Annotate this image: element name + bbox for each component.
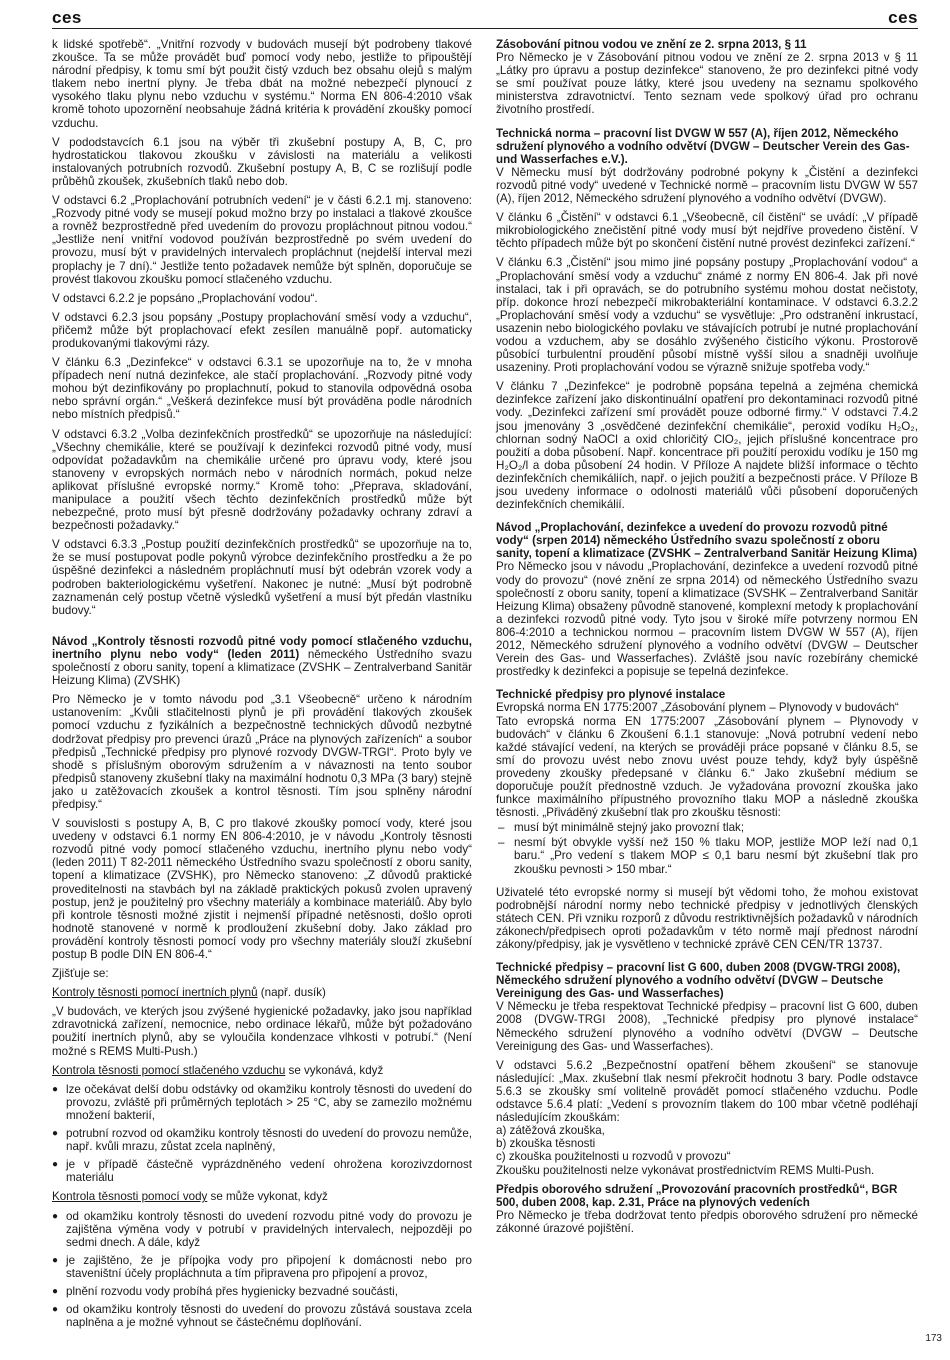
page-number: 173 bbox=[925, 1333, 942, 1344]
paragraph: Evropská norma EN 1775:2007 „Zásobování plynem – Plynovody v budovách“ bbox=[496, 701, 899, 715]
paragraph: k lidské spotřebě“. „Vnitřní rozvody v budovách musejí být podrobeny tlakové zkoušce. Ta se může provádět buď pomocí vody nebo, jestliže to připouštějí národní předpisy, k tomu smí být použit čistý vzduch bez obsahu olejů s malým tlakem nebo inertní plyny. Je třeba dbát na možné nebezpečí plynoucí z vysokého tlaku plynu nebo vzduchu v systému.“ Norma EN 806-4:2010 však kromě tohoto upozornění neobsahuje žádná kritéria k provádění zkoušky pomocí vzduchu. bbox=[52, 38, 472, 130]
subheading-inert-gas bbox=[52, 986, 472, 999]
paragraph: V Německu musí být dodržovány podrobné pokyny k „Čistění a dezinfekci rozvodů pitné vody“ uvedené v Technické normě – pracovním listu DVGW W 557 (A), říjen 2012, Německého sdružení plynového a vodního odvětví (DVGW). bbox=[496, 165, 918, 206]
right-column bbox=[496, 38, 918, 1241]
paragraph: V souvislosti s postupy A, B, C pro tlakové zkoušky pomocí vody, které jsou uvedeny v odstavci 6.1 normy EN 806-4:2010, je v návodu „Kontroly těsnosti rozvodů pitné vody pomocí stlačeného vzduchu, inertního plynu nebo vody“ (leden 2011) T 82-2011 německého Ústředního svazu společností z oboru sanity, topení a klimatizace (ZVSHK), pro Německo stanoveno: „Z důvodů praktické proveditelnosti na stavbách byl na základě praktických pokusů zvolen upravený postup, jenž je použitelný pro všechny materiály a kombinace materiálů. Aby bylo při kontrole těsnosti možné zjistit i nejmenší případné netěsnosti, došlo oproti hodnotě stanovené v normě k prodloužení zkušební doby. Jako základ pro provádění kontroly těsnosti pomocí vody pro všechny materiály slouží zkušební postup B podle DIN EN 806-4.“ bbox=[52, 817, 472, 961]
list-item: ● potrubní rozvod od okamžiku kontroly těsnosti do uvedení do provozu nemůže, např. kvůli mrazu, zůstat zcela naplněný, bbox=[52, 1127, 472, 1153]
section-heading: Zásobování pitnou vodou ve znění ze 2. srpna 2013, § 11 bbox=[496, 38, 807, 51]
list-item: ● plnění rozvodu vody probíhá přes hygienicky bezvadné součásti, bbox=[52, 1285, 472, 1298]
paragraph: V odstavci 6.2.2 je popsáno „Proplachování vodou“. bbox=[52, 291, 318, 305]
list-item: ● lze očekávat delší dobu odstávky od okamžiku kontroly těsnosti do uvedení do provozu, zvláště při průměrných teplotách > 25 °C, aby se zamezilo možnému množení bakterií, bbox=[52, 1083, 472, 1122]
section-heading-zvshk-2011 bbox=[52, 635, 472, 687]
dash-list bbox=[496, 821, 918, 875]
section-heading: Technická norma – pracovní list DVGW W 557 (A), říjen 2012, Německého sdružení plynového a vodního odvětví (DVGW – Deutscher Verein des Gas- und Wasserfaches e.V.). bbox=[496, 126, 910, 166]
paragraph: Zkoušku použitelnosti nelze vykonávat prostřednictvím REMS Multi-Push. bbox=[496, 1163, 875, 1177]
paragraph: V odstavci 5.6.2 „Bezpečnostní opatření během zkoušení“ se stanovuje následující: „Max. zkušební tlak nesmí překročit hodnotu 3 bary. Podle odstavce 5.6.3 se zkoušky smí volitelně provádět pomocí stlačeného vzduchu. Podle odstavce 5.6.4 platí: „Vedení s provozním tlakem do 100 mbar včetně podléhají následujícím zkouškám: bbox=[496, 1058, 918, 1125]
list-item: – musí být minimálně stejný jako provozní tlak; bbox=[496, 821, 918, 834]
section-heading: Technické předpisy pro plynové instalace bbox=[496, 688, 726, 702]
list-item: b) zkouška těsnosti bbox=[496, 1137, 596, 1151]
subheading-water bbox=[52, 1190, 472, 1203]
subheading-compressed-air bbox=[52, 1064, 472, 1077]
paragraph: V článku 6.3 „Dezinfekce“ v odstavci 6.3.1 se upozorňuje na to, že v mnoha případech není nutná dezinfekce, ale stačí proplachování. „Rozvody pitné vody mohou být dezinfikovány po proplachnutí, pokud to stanovila odpovědná osoba nebo správní orgán.“ „Veškerá dezinfekce musí být prováděna podle národních nebo místních předpisů.“ bbox=[52, 356, 472, 422]
header-rule bbox=[52, 28, 918, 29]
underlined-text: Kontroly těsnosti pomocí inertních plynů bbox=[52, 986, 258, 1000]
paragraph: „V budovách, ve kterých jsou zvýšené hygienické požadavky, jako jsou například zdravotnická zařízení, nemocnice, nebo ordinace lékařů, může být požadováno použití inertních plynů, aby se vyloučila kondenzace vlhkosti v potrubí.“ (Není možné s REMS Multi-Push.) bbox=[52, 1005, 472, 1058]
bullet-list-water bbox=[52, 1210, 472, 1330]
list-item: ● od okamžiku kontroly těsnosti do uvedení do provozu zůstává soustava zcela naplněna a je možné vyhnout se částečnému doplňování. bbox=[52, 1303, 472, 1329]
paragraph: Pro Německo je v Zásobování pitnou vodou ve znění ze 2. srpna 2013 v § 11 „Látky pro úpravu a postup dezinfekce“ stanoveno, že pro dezinfekci pitné vody se smí používat pouze látky, které jsou uvedeny na seznamu spolkového ministerstva zdravotnictví. Tento seznam vede spolkový úřad pro ochranu životního prostředí. bbox=[496, 51, 918, 117]
section-heading: Technické předpisy – pracovní list G 600, duben 2008 (DVGW-TRGI 2008), Německého sdružení plynového a vodního odvětví (DVGW – Deutsche Vereinigung des Gas- und Wasserfaches) bbox=[496, 961, 901, 1001]
list-item: a) zátěžová zkouška, bbox=[496, 1124, 605, 1138]
list-item: – nesmí být obvykle vyšší než 150 % tlaku MOP, jestliže MOP leží nad 0,1 baru.“ „Pro vedení s tlakem MOP ≤ 0,1 baru nesmí být zkušební tlak pro zkoušku pevnosti > 150 mbar.“ bbox=[496, 836, 918, 875]
paragraph: V odstavci 6.3.2 „Volba dezinfekčních prostředků“ se upozorňuje na následující: „Všechny chemikálie, které se používají k dezinfekci rozvodů pitné vody, musí odpovídat požadavkům na chemikálie určené pro úpravu vody, které jsou stanoveny v evropských normách nebo v národních normách, pokud nelze aplikovat příslušné evropské normy.“ Kromě toho: „Přeprava, skladování, manipulace a použití všech těchto dezinfekčních prostředků může být nebezpečné, proto musí být přesně dodržovány požadavky ochrany zdraví a bezpečnosti požadavky.“ bbox=[52, 427, 472, 533]
section-heading: Předpis oborového sdružení „Provozování pracovních prostředků“, BGR 500, duben 2008, kap. 2.31, Práce na plynových vedeních bbox=[496, 1182, 898, 1209]
paragraph: V Německu je třeba respektovat Technické předpisy – pracovní list G 600, duben 2008 (DVGW-TRGI 2008), „Technické předpisy pro plynové instalace“ Německého sdružení plynového a vodního odvětví (DVGW – Deutsche Vereinigung des Gas- und Wasserfaches). bbox=[496, 1000, 918, 1053]
paragraph: Pro Německo jsou v návodu „Proplachování, dezinfekce a uvedení rozvodů pitné vody do provozu“ (nové znění ze srpna 2014) od německého Ústředního svazu společností z oboru sanity, topení a klimatizace (SVSHK – Zentralverband Sanitär Heizung Klima) obsaženy původně stanovené, komplexní metody k proplachování a dezinfekci rozvodů pitné vody. Tyto jsou v široké míře potvrzeny normou EN 806-4:2010 a technickou normou – pracovním listem DVGW W 557 (A), říjen 2012, Německého sdružení plynového a vodního odvětví (DVGW – Deutscher Verein des Gas- und Wasserfaches). Zvláště jsou navíc rozebírány chemické prostředky k dezinfekci a popisuje se tepelná dezinfekce. bbox=[496, 560, 918, 679]
paragraph: Pro Německo je v tomto návodu pod „3.1 Všeobecně“ určeno k národním ustanovením: „Kvůli stlačitelnosti plynů je při provádění tlakových zkoušek pomocí vzduchu z fyzikálních a bezpečnostně technických důvodů nezbytné dodržovat předpisy pro prevenci úrazů „Práce na plynových zařízeních“ a soubor předpisů „Technické předpisy pro plynové rozvody DVGW-TRGI“. Proto byly ve shodě s příslušným oborovým sdružením a v návaznosti na tento soubor předpisů stanoveny zkušební tlaky na maximální hodnotu 0,3 MPa (3 bary) stejně jako u zatěžovacích zkoušek a kontrol těsnosti. Tím jsou splněny národní předpisy.“ bbox=[52, 693, 472, 811]
paragraph: V článku 7 „Dezinfekce“ je podrobně popsána tepelná a zejména chemická dezinfekce zařízení jako diskontinuální opatření pro dekontaminaci rozvodů pitné vody. „Dezinfekci zařízení smí provádět pouze odborné firmy.“ V odstavci 7.4.2 jsou jmenovány 3 „osvědčené dezinfekční chemikálie“, peroxid vodíku H₂O₂, chlornan sodný NaOCl a oxid chloričitý ClO₂, jejich příslušné koncentrace pro použití a doba působení. Např. koncentrace při použití peroxidu vodíku je 150 mg H₂O₂/l a doba působení 24 hodin. V Příloze A najdete bližší informace o těchto dezinfekčních chemikáliích, např. o jejich použití a bezpečnosti práce. V Příloze B jsou uvedeny informace o odolnosti materiálů vůči působení doporučených dezinfekčních chemikálií. bbox=[496, 380, 918, 512]
paragraph: V článku 6 „Čistění“ v odstavci 6.1 „Všeobecně, cíl čistění“ se uvádí: „V případě mikrobiologického znečistění pitné vody musí být nejdříve provedeno čistění. V těchto případech může být po skončení čistění nutné provést dezinfekci zařízení.“ bbox=[496, 211, 918, 251]
underlined-text: Kontrola těsnosti pomocí vody bbox=[52, 1190, 208, 1204]
paragraph: V článku 6.3 „Čistění“ jsou mimo jiné popsány postupy „Proplachování vodou“ a „Proplachování směsí vody a vzduchu“ známé z normy EN 806-4. Jak při nové instalaci, tak i při opravách, se do potrubního systému mohou dostat nečistoty, příp. dokonce hrozí nebezpečí mikrobakteriální kontaminace. V odstavci 6.3.2.2 „Proplachování směsí vody a vzduchu“ se vysvětluje: „Pro odstranění inkrustací, usazenin nebo biologického povlaku ve stávajících potrubí je nutné proplachování vodou a vzduchem, aby se dosáhlo zvýšeného čisticího výkonu. Prostorově působící turbulentní proudění působí místně vyšší silou a snadněji uvolňuje usazeniny. Proti proplachování vodou se výrazně snižuje spotřeba vody.“ bbox=[496, 256, 918, 375]
list-item: c) zkouška použitelnosti u rozvodů v provozu“ bbox=[496, 1150, 731, 1164]
section-heading-rest: německého Ústředního svazu společností z oboru sanity, topení a klimatizace (ZVSHK – Zentralverband Sanitär Heizung Klima) (ZVSHK) bbox=[52, 647, 472, 688]
subheading-rest: se vykonává, když bbox=[285, 1063, 384, 1077]
header-logo-left: ces bbox=[52, 8, 82, 27]
paragraph: V odstavci 6.2 „Proplachování potrubních vedení“ je v části 6.2.1 mj. stanoveno: „Rozvody pitné vody se musejí pokud možno brzy po instalaci a tlakové zkoušce a rovněž bezprostředně před uvedením do provozu propláchnout pitnou vodou.“ „Jestliže není vnitřní vodovod používán bezprostředně po svém uvedení do provozu, musí být v pravidelných intervalech propláchnut (nejdelší interval mezi proplachy je 7 dní).“ Jestliže tento požadavek nemůže být splněn, doporučuje se provést tlakovou zkoušku pomocí stlačeného vzduchu. bbox=[52, 194, 472, 286]
paragraph: V pododstavcích 6.1 jsou na výběr tři zkušební postupy A, B, C, pro hydrostatickou tlakovou zkoušku v závislosti na materiálu a velikosti instalovaných potrubních rozvodů. Zkušební postupy A, B, C se rozlišují podle průběhů zkoušek, zkušebních tlaků nebo dob. bbox=[52, 135, 472, 188]
section-heading-bold: Návod „Kontroly těsnosti rozvodů pitné vody pomocí stlačeného vzduchu, inertního plynu nebo vody“ (leden 2011) bbox=[52, 634, 472, 661]
header-logo-right: ces bbox=[888, 8, 918, 27]
paragraph: Tato evropská norma EN 1775:2007 „Zásobování plynem – Plynovody v budovách“ v článku 6 Zkoušení 6.1.1 stanovuje: „Nová potrubní vedení nebo každé stávající vedení, na kterých se prováději práce popsané v článku 8.5, se smí do provozu uvést nebo znovu uvést pouze tehdy, když byly úspěšně provedeny zkoušky předepsané v článku 6.“ Jako zkušební médium se doporučuje použít přednostně vzduch. Je vyžadována provozní zkouška jako funkce maximálního přípustného provozního tlaku MOP a následně zkouška těsnosti. „Přiváděný zkušební tlak pro zkoušku těsnosti: bbox=[496, 714, 918, 820]
paragraph: V odstavci 6.3.3 „Postup použití dezinfekčních prostředků“ se upozorňuje na to, že se musí postupovat podle pokynů výrobce dezinfekčního prostředku a že po úspěšné dezinfekci a následném propláchnutí musí být odebrán vzorek vody a podroben bakteriologickému vyšetření. Nakonec je nutné: „Musí být podrobně zaznamenán celý postup včetně výsledků vyšetření a musí být předán vlastníku budovy.“ bbox=[52, 538, 472, 617]
paragraph: V odstavci 6.2.3 jsou popsány „Postupy proplachování směsí vody a vzduchu“, přičemž může být proplachovací efekt zesílen manuálně popř. automaticky produkovanými tlakovými rázy. bbox=[52, 310, 472, 350]
paragraph: Pro Německo je třeba dodržovat tento předpis oborového sdružení pro německé zákonné úrazové pojištění. bbox=[496, 1208, 918, 1235]
paragraph: Zjišťuje se: bbox=[52, 967, 109, 981]
list-item: ● je v případě částečně vyprázdněného vedení ohrožena korozivzdornost materiálu bbox=[52, 1158, 472, 1184]
left-column bbox=[52, 38, 472, 1335]
section-heading: Návod „Proplachování, dezinfekce a uvedení do provozu rozvodů pitné vody“ (srpen 2014) německého Ústředního svazu společností z oboru sanity, topení a klimatizace (ZVSHK – Zentralverband Sanitär Heizung Klima) bbox=[496, 521, 918, 561]
list-item: ● od okamžiku kontroly těsnosti do uvedení rozvodu pitné vody do provozu je zajištěna výměna vody v potrubí v pravidelných intervalech, nejpozději po sedmi dnech. A dále, když bbox=[52, 1210, 472, 1249]
bullet-list-air bbox=[52, 1083, 472, 1185]
list-item: ● je zajištěno, že je přípojka vody pro připojení k domácnosti nebo pro staveništní účely propláchnuta a tím připravena pro připojení a provoz, bbox=[52, 1254, 472, 1280]
alpha-list bbox=[496, 1124, 918, 1163]
subheading-rest: se může vykonat, když bbox=[207, 1190, 328, 1204]
subheading-rest: (např. dusík) bbox=[257, 986, 326, 1000]
underlined-text: Kontrola těsnosti pomocí stlačeného vzduchu bbox=[52, 1063, 286, 1077]
paragraph: Uživatelé této evropské normy si musejí být vědomi toho, že mohou existovat podrobnější národní normy nebo technické předpisy v jednotlivých členských státech CEN. Při vzniku rozporů z důvodu restriktivnějších požadavků v národních zákonech/předpisech oproti požadavkům v této normě mají přednost národní zákony/předpisy, jak je vysvětleno v technické zprávě CEN CEN/TR 13737. bbox=[496, 885, 918, 951]
